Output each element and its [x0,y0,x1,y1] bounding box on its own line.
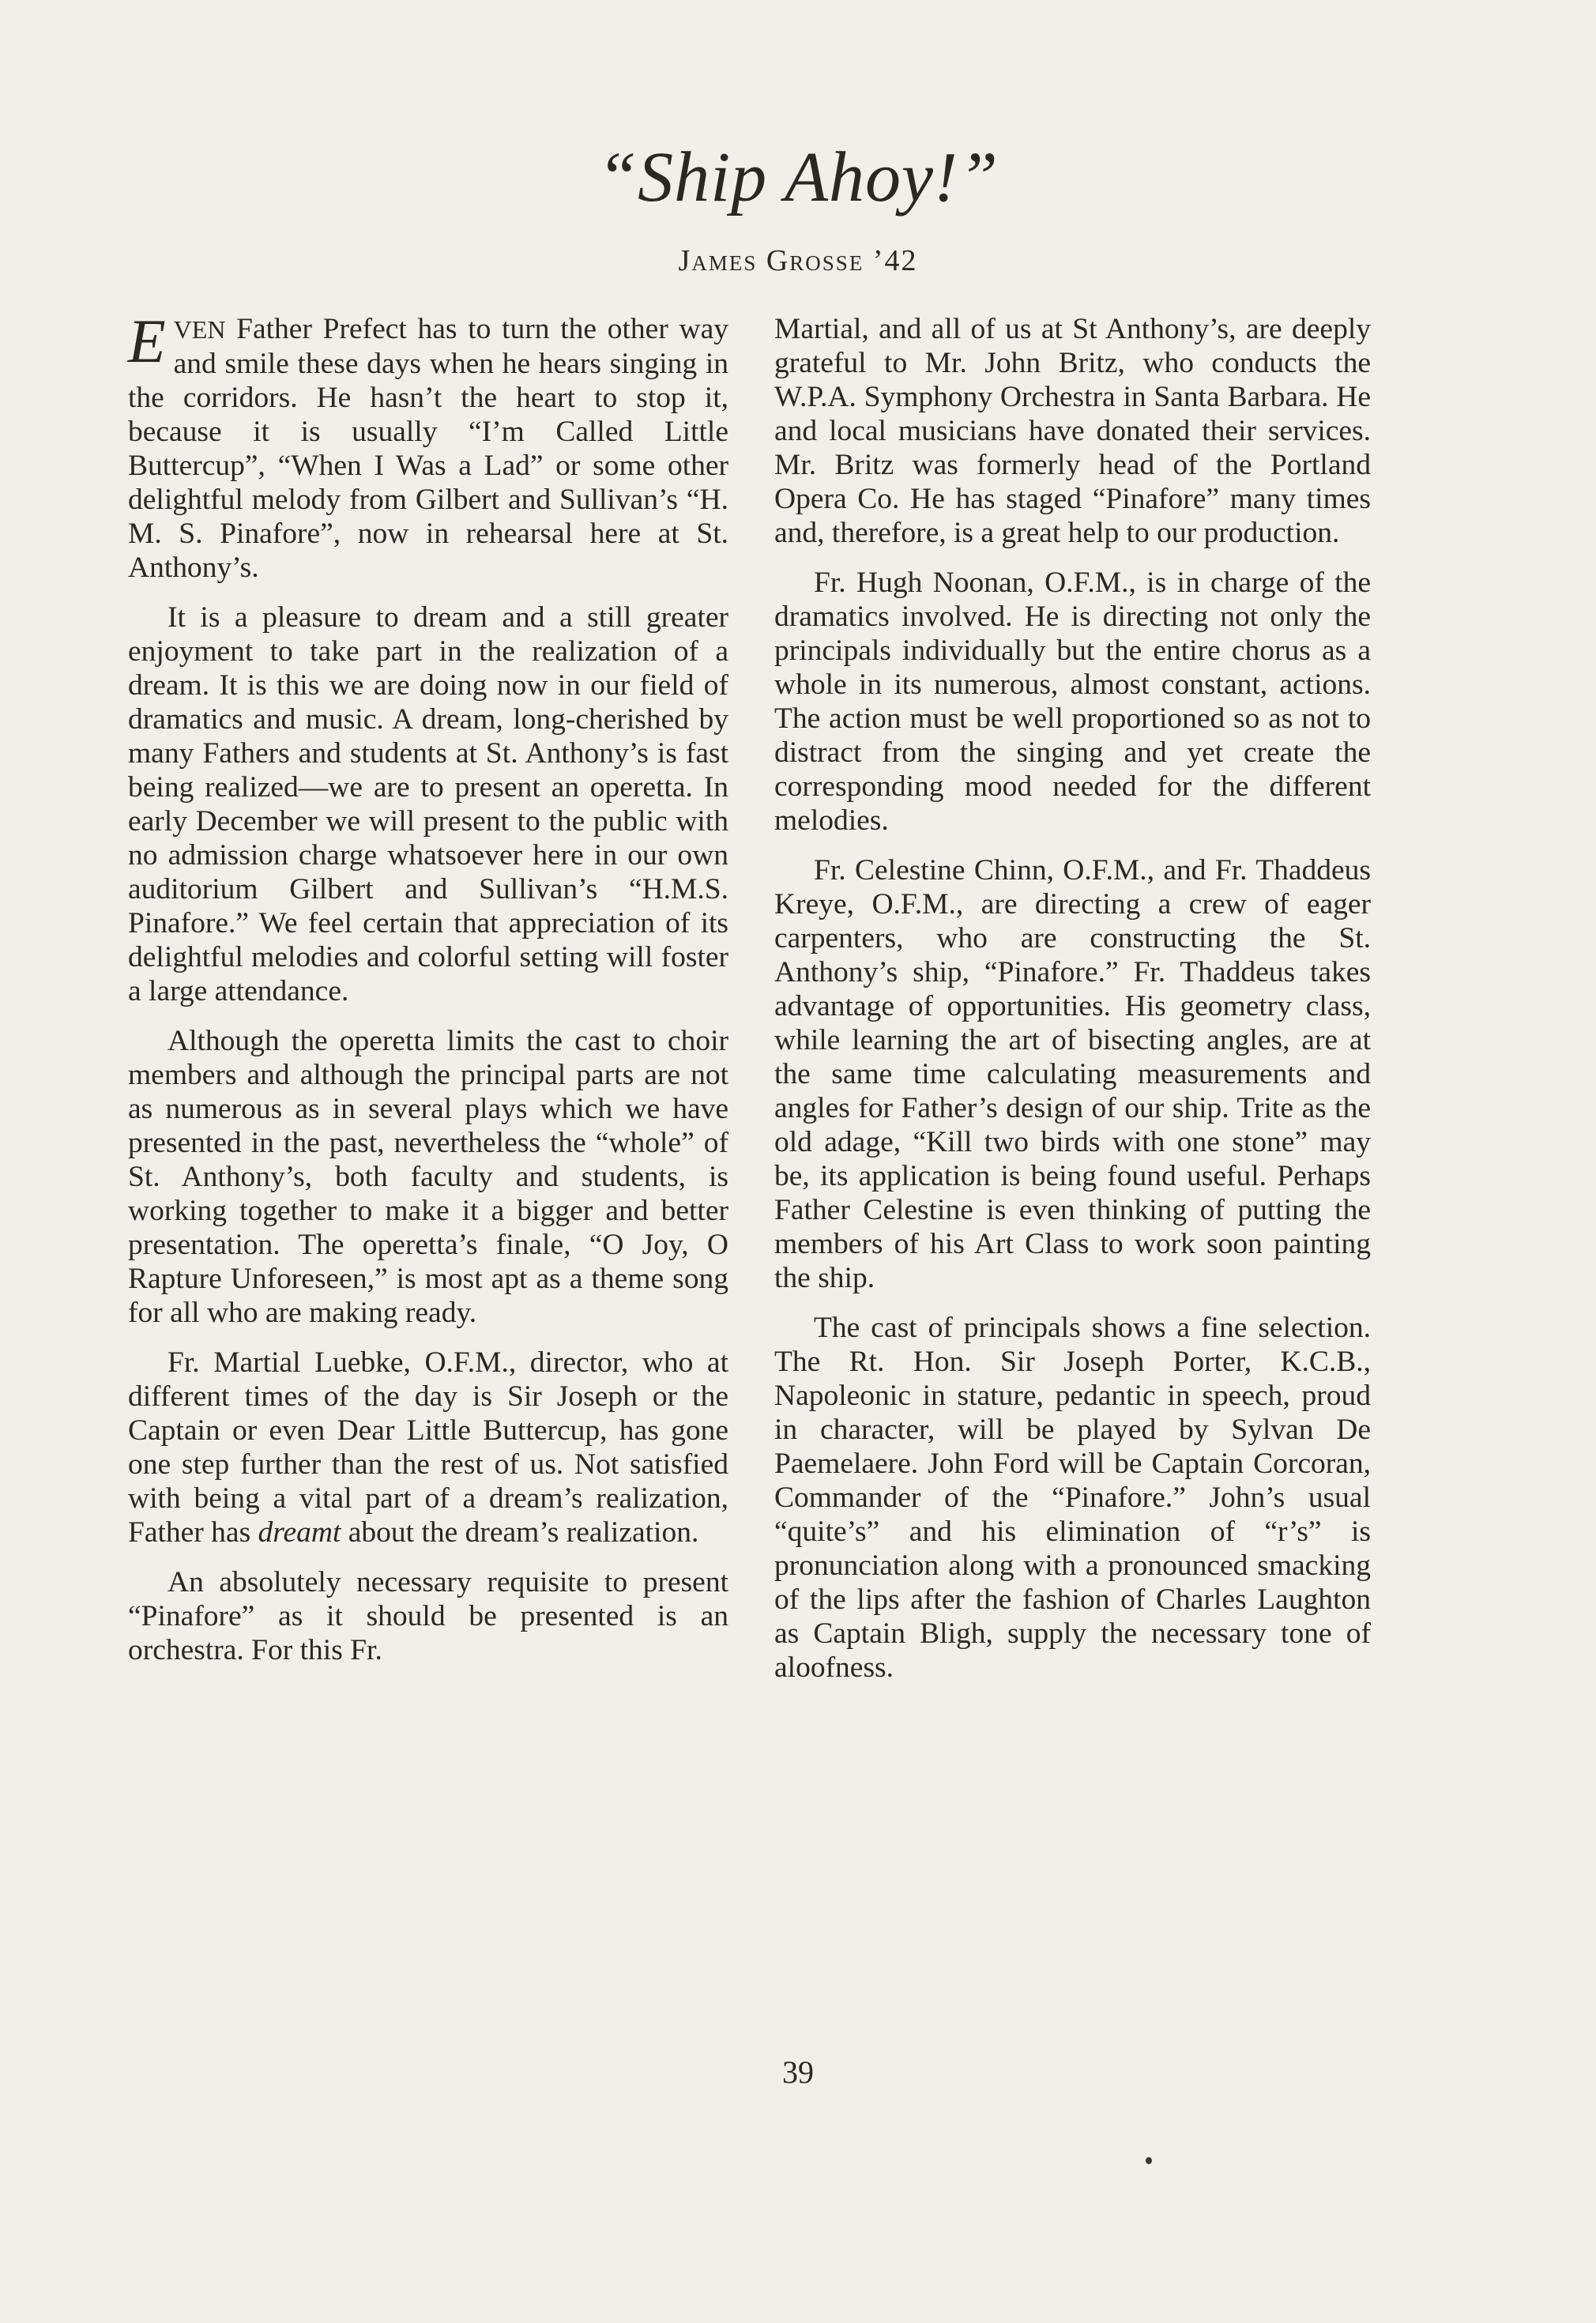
paragraph-4 [128,1346,728,1549]
drop-cap: E [128,307,166,375]
paragraph-4-text-b: about the dream’s realization. [341,1516,699,1549]
paragraph-4-text-a: Fr. Martial Luebke, O.F.M., director, who at different times of the day is Sir Joseph or the Captain or even Dear Little Buttercup, has gone one step further than the rest of us. Not satisfied with being a vital part of a dream’s realization, Father has [128,1346,728,1549]
paragraph-2: It is a pleasure to dream and a still greater enjoyment to take part in the realization of a dream. It is this we are doing now in our field of dramatics and music. A dream, long-cherished by many Fathers and students at St. Anthony’s is fast being realized—we are to present an operetta. In early December we will present to the public with no admission charge whatsoever here in our own auditorium Gilbert and Sullivan’s “H.M.S. Pinafore.” We feel certain that appreciation of its delightful melodies and colorful setting will foster a large attendance. [128,601,728,1007]
paragraph-1-text: Father Prefect has to turn the other way and smile these days when he hears singing in the corridors. He hasn’t the heart to stop it, because it is usually “I’m Called Little Buttercup”, “When I Was a Lad” or some other delightful melody from Gilbert and Sullivan’s “H. M. S. Pinafore”, now in rehearsal here at St. Anthony’s. [128,313,728,584]
paragraph-9: The cast of principals shows a fine selection. The Rt. Hon. Sir Joseph Porter, K.C.B., Napoleonic in stature, pedantic in speech, proud in character, will be played by Sylvan De Paemelaere. John Ford will be Captain Corcoran, Commander of the “Pinafore.” John’s usual “quite’s” and his elimination of “r’s” is pronunciation along with a pronounced smacking of the lips after the fashion of Charles Laughton as Captain Bligh, supply the necessary tone of aloofness. [774,1312,1371,1684]
paragraph-6: Martial, and all of us at St Anthony’s, are deeply grateful to Mr. John Britz, who conducts the W.P.A. Symphony Orchestra in Santa Barbara. He and local musicians have donated their services. Mr. Britz was formerly head of the Portland Opera Co. He has staged “Pinafore” many times and, therefore, is a great help to our production. [774,313,1371,549]
left-column [128,307,728,1683]
italic-word: dreamt [258,1516,341,1549]
article-title: “Ship Ahoy!” [597,138,999,216]
paragraph-8: Fr. Celestine Chinn, O.F.M., and Fr. Thaddeus Kreye, O.F.M., are directing a crew of eager carpenters, who are constructing the St. Anthony’s ship, “Pinafore.” Fr. Thaddeus takes advantage of opportunities. His geometry class, while learning the art of bisecting angles, are at the same time calculating measurements and angles for Father’s design of our ship. Trite as the old adage, “Kill two birds with one stone” may be, its application is being found useful. Perhaps Father Celestine is even thinking of putting the members of his Art Class to work soon painting the ship. [774,854,1371,1294]
paragraph-7: Fr. Hugh Noonan, O.F.M., is in charge of the dramatics involved. He is directing not only the principals individually but the entire chorus as a whole in its numerous, almost constant, actions. The action must be well proportioned so as not to distract from the singing and yet create the corresponding mood needed for the different melodies. [774,567,1371,837]
right-column [774,312,1371,1700]
paragraph-3: Although the operetta limits the cast to choir members and although the principal parts are not as numerous as in several plays which we have presented in the past, nevertheless the “whole” of St. Anthony’s, both faculty and students, is working together to make it a bigger and better presentation. The operetta’s finale, “O Joy, O Rapture Unforeseen,” is most apt as a theme song for all who are making ready. [128,1025,728,1329]
author-byline: James Grosse ’42 [678,244,918,277]
ink-speck [1146,2157,1152,2164]
page-number: 39 [782,2054,814,2090]
lead-word: VEN [173,315,226,344]
paragraph-5: An absolutely necessary requisite to present “Pinafore” as it should be presented is an orchestra. For this Fr. [128,1566,728,1666]
paragraph-1 [128,307,728,585]
